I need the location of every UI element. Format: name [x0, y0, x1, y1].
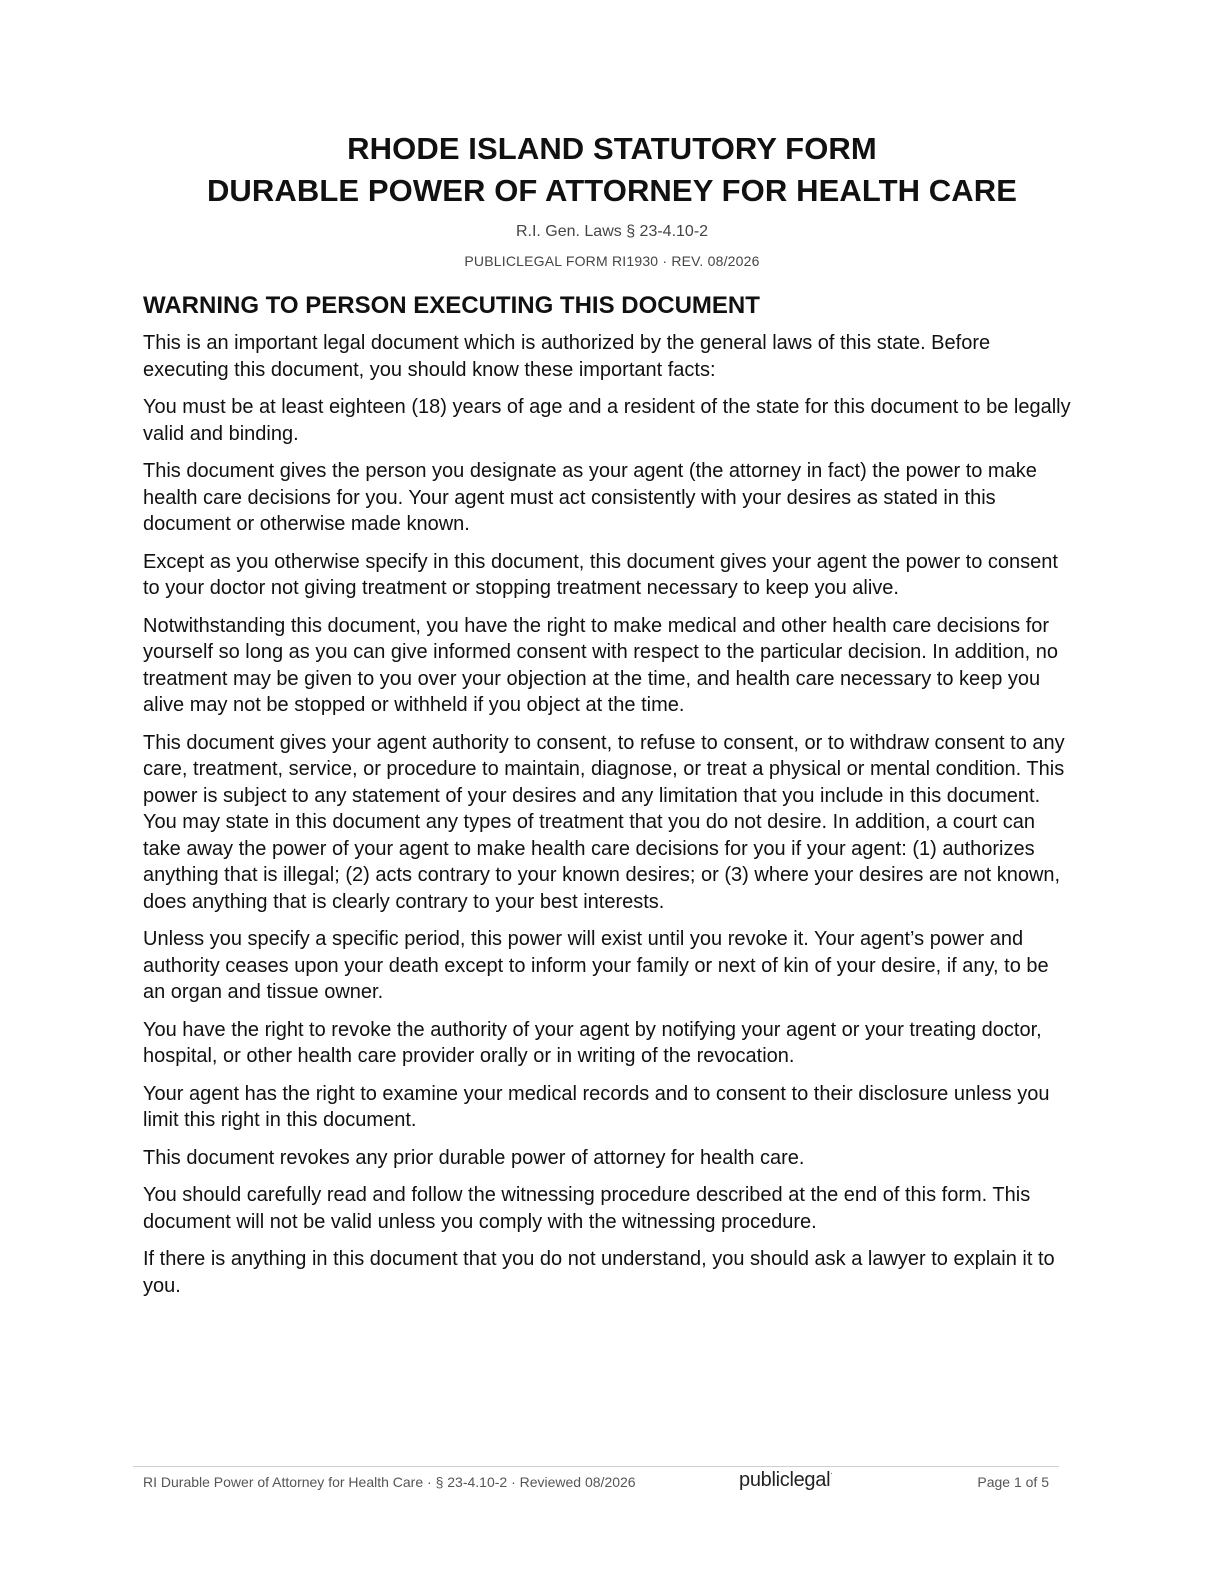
warning-paragraph-9: Your agent has the right to examine your medical records and to consent to their disclosure unless you limit this right in this document.: [143, 1082, 1050, 1131]
warning-paragraph-6: This document gives your agent authority to consent, to refuse to consent, or to withdraw consent to any care, treatment, service, or procedure to maintain, diagnose, or treat a physical or mental condition. This power is subject to any statement of your desires and any limitation that you include in this document. You may state in this document any types of treatment that you do not desire. In addition, a court can take away the power of your agent to make health care decisions for you if your agent: (1) authorizes anything that is illegal; (2) acts contrary to your known desires; or (3) where your desires are not known, does anything that is clearly contrary to your best interests.: [143, 731, 1065, 913]
warning-paragraph-12: If there is anything in this document that you do not understand, you should ask a lawyer to explain it to you.: [143, 1248, 1055, 1297]
warning-heading: WARNING TO PERSON EXECUTING THIS DOCUMENT: [143, 292, 760, 319]
trademark-mark: ·: [830, 1469, 833, 1478]
document-header: [0, 128, 1224, 270]
title-line-2: DURABLE POWER OF ATTORNEY FOR HEALTH CARE: [206, 173, 1018, 208]
warning-paragraph-3: This document gives the person you designate as your agent (the attorney in fact) the power to make health care decisions for you. Your agent must act consistently with your desires as stated in this document or otherwise made known.: [143, 460, 1037, 535]
warning-paragraph-1: This is an important legal document which is authorized by the general laws of this state. Before executing this document, you should know these important facts:: [143, 332, 991, 381]
warning-paragraph-11: You should carefully read and follow the witnessing procedure described at the end of this form. This document will not be valid unless you comply with the witnessing procedure.: [143, 1184, 1031, 1233]
form-identifier: PUBLICLEGAL FORM RI1930 · REV. 08/2026: [464, 253, 760, 269]
title-line-1: RHODE ISLAND STATUTORY FORM: [347, 131, 877, 166]
warning-paragraph-2: You must be at least eighteen (18) years of age and a resident of the state for this document to be legally valid and binding.: [143, 396, 1071, 445]
page-footer: [133, 1466, 1059, 1499]
warning-paragraph-4: Except as you otherwise specify in this document, this document gives your agent the power to consent to your doctor not giving treatment or stopping treatment necessary to keep you alive.: [143, 550, 1058, 599]
warning-paragraph-7: Unless you specify a specific period, this power will exist until you revoke it. Your agent’s power and authority ceases upon your death except to inform your family or next of kin of your desire, if any, to be an organ and tissue owner.: [143, 928, 1049, 1003]
warning-paragraph-8: You have the right to revoke the authority of your agent by notifying your agent or your treating doctor, hospital, or other health care provider orally or in writing of the revocation.: [143, 1018, 1042, 1067]
statute-citation: R.I. Gen. Laws § 23-4.10-2: [515, 223, 709, 240]
footer-document-info: RI Durable Power of Attorney for Health Care · § 23-4.10-2 · Reviewed 08/2026: [143, 1474, 636, 1490]
page-number: Page 1 of 5: [977, 1474, 1049, 1490]
warning-paragraph-5: Notwithstanding this document, you have the right to make medical and other health care decisions for yourself so long as you can give informed consent with respect to the particular decision. In addition, no treatment may be given to you over your objection at the time, and health care necessary to keep you alive may not be stopped or withheld if you object at the time.: [143, 614, 1058, 716]
publiclegal-logo: [739, 1469, 833, 1492]
warning-paragraph-10: This document revokes any prior durable power of attorney for health care.: [143, 1146, 805, 1169]
brand-wordmark: publiclegal: [739, 1469, 831, 1491]
warning-section: [143, 290, 1073, 1310]
